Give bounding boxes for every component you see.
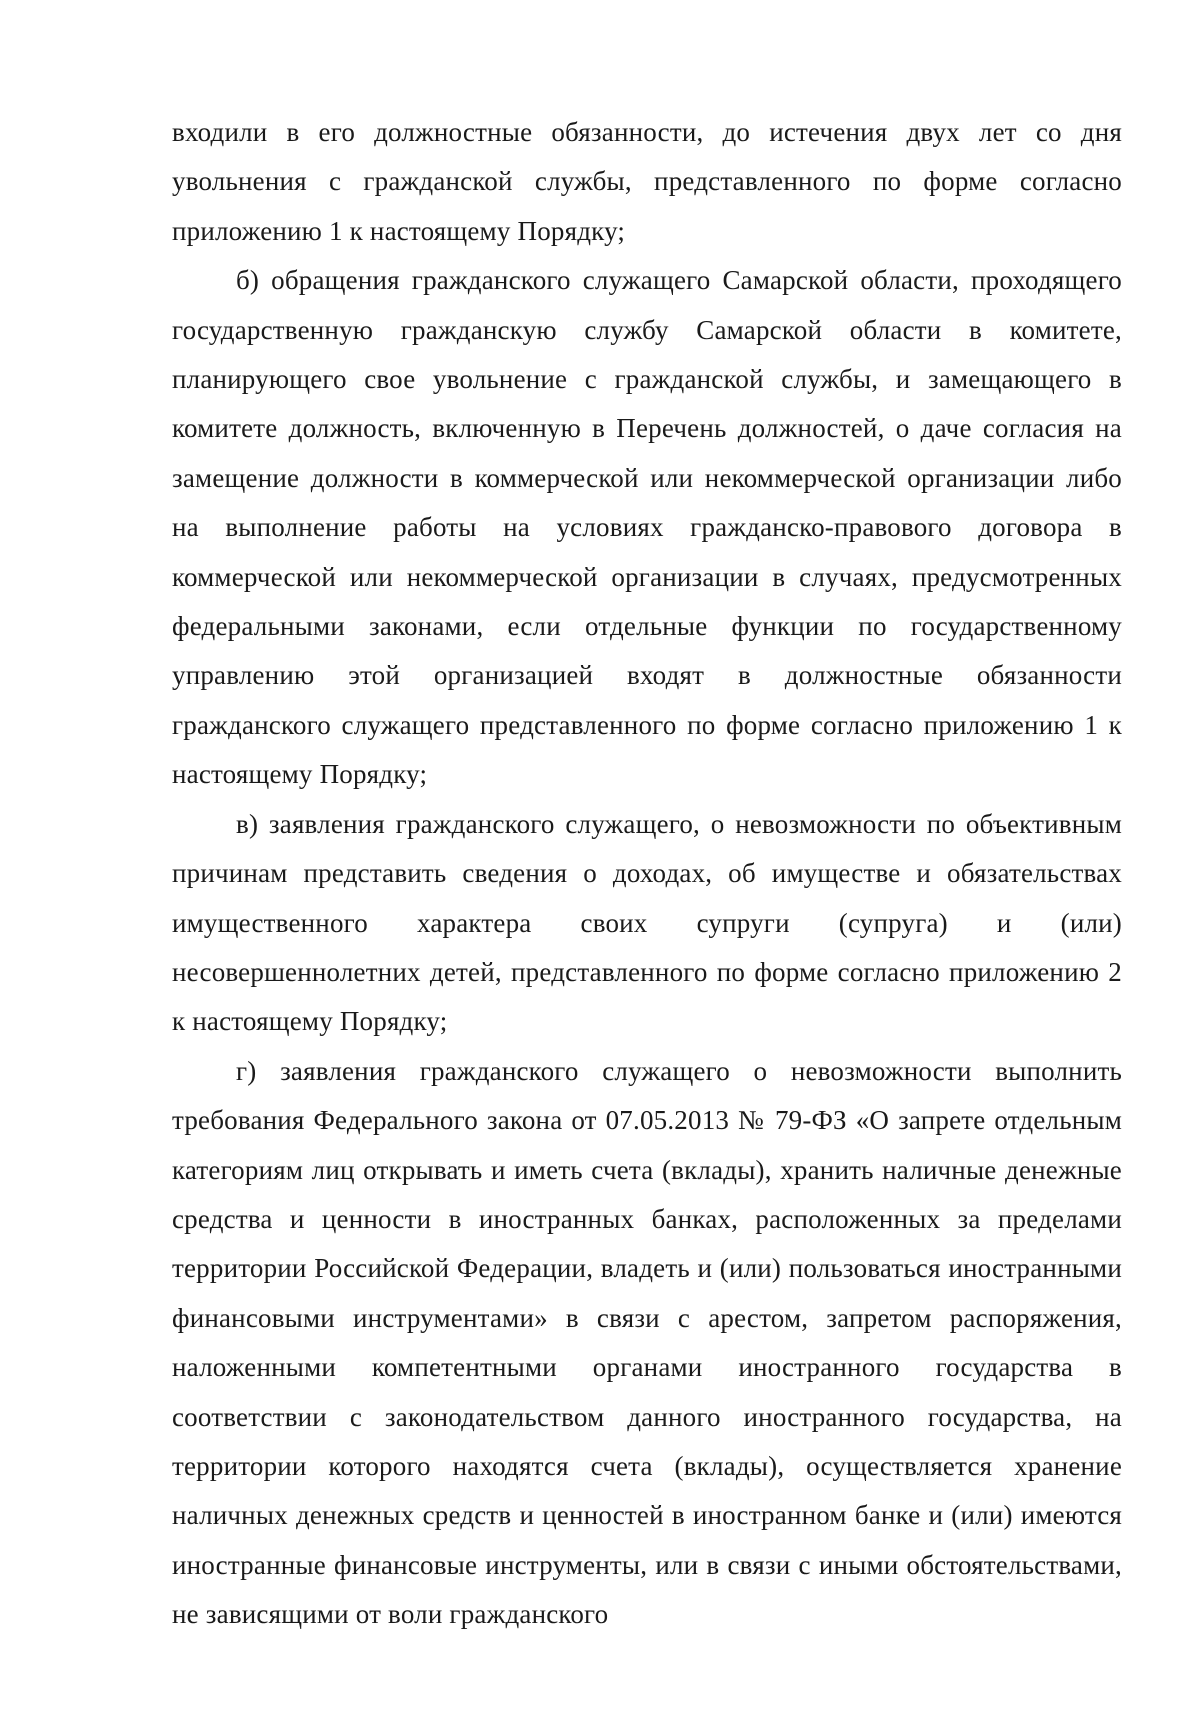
paragraph-item-v: в) заявления гражданского служащего, о невозможности по объективным причинам представить сведения о доходах, об имуществе и обязательствах имущественного характера своих супруги (супруга) и (или) несовершеннолетних детей, представленного по форме согласно приложению 2 к настоящему Порядку; (172, 808, 1122, 1037)
paragraph-item-b: б) обращения гражданского служащего Самарской области, проходящего государственную гражданскую службу Самарской области в комитете, планирующего свое увольнение с гражданской службы, и замещающего в комитете должность, включенную в Перечень должностей, о даче согласия на замещение должности в коммерческой или некоммерческой организации либо на выполнение работы на условиях гражданско-правового договора в коммерческой или некоммерческой организации в случаях, предусмотренных федеральными законами, если отдельные функции по государственному управлению этой организацией входят в должностные обязанности гражданского служащего представленного по форме согласно приложению 1 к настоящему Порядку; (172, 265, 1122, 790)
paragraph-item-g: г) заявления гражданского служащего о невозможности выполнить требования Федерального закона от 07.05.2013 № 79-ФЗ «О запрете отдельным категориям лиц открывать и иметь счета (вклады), хранить наличные денежные средства и ценности в иностранных банках, расположенных за пределами территории Российской Федерации, владеть и (или) пользоваться иностранными финансовыми инструментами» в связи с арестом, запретом распоряжения, наложенными компетентными органами иностранного государства в соответствии с законодательством данного иностранного государства, на территории которого находятся счета (вклады), осуществляется хранение наличных денежных средств и ценностей в иностранном банке и (или) имеются иностранные финансовые инструменты, или в связи с иными обстоятельствами, не зависящими от воли гражданского (172, 1055, 1122, 1630)
paragraph-continuation: входили в его должностные обязанности, до истечения двух лет со дня увольнения с гражданской службы, представленного по форме согласно приложению 1 к настоящему Порядку; (172, 117, 1122, 246)
document-body (172, 108, 1122, 1640)
